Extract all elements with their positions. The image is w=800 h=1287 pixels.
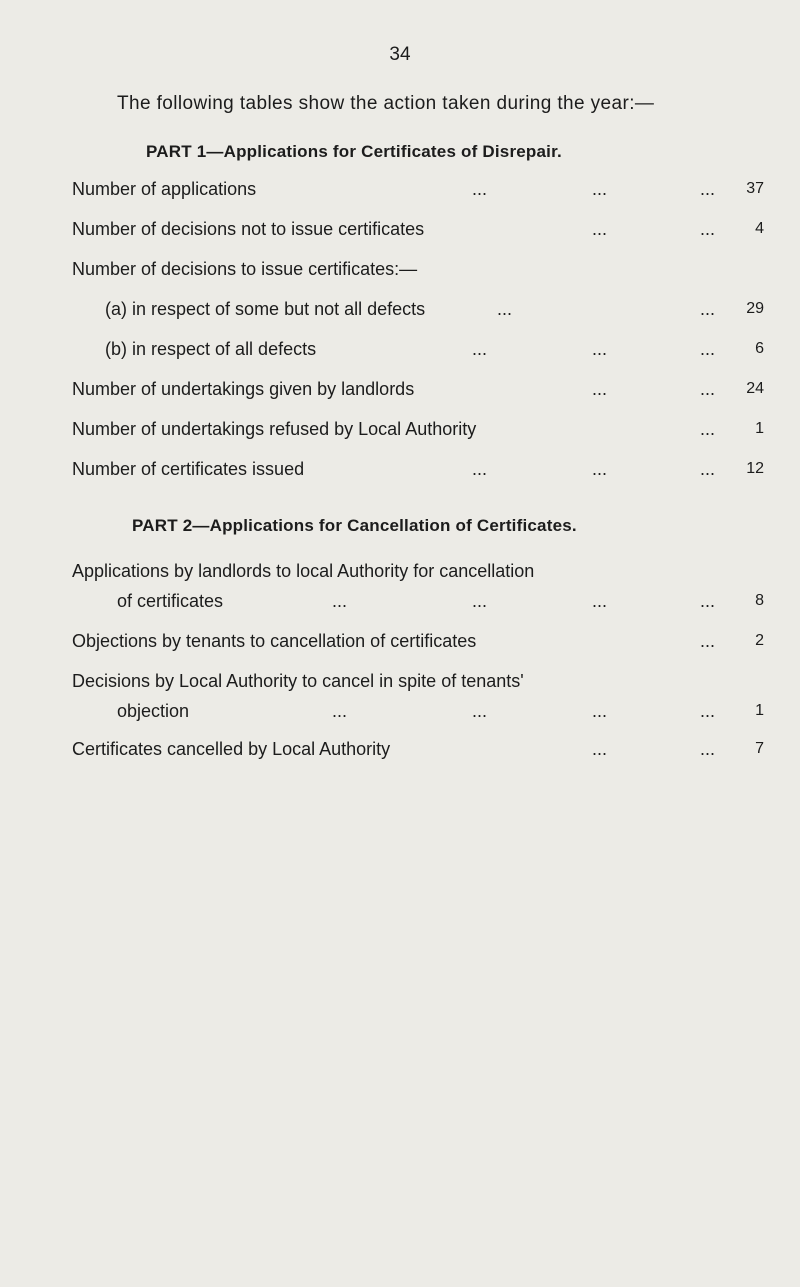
row-value: 6: [755, 340, 764, 357]
table-row: of certificates ... ... ... ... 8: [72, 588, 764, 614]
row-value: 24: [746, 380, 764, 397]
table-row: [72, 558, 764, 584]
row-value: 1: [755, 420, 764, 437]
row-label: Number of decisions not to issue certificates: [72, 219, 425, 239]
table-row: (a) in respect of some but not all defects ... ... 29: [72, 296, 764, 322]
row-label: Applications by landlords to local Authority for cancellation: [72, 561, 535, 581]
row-label: (b) in respect of all defects: [105, 339, 317, 359]
row-label: objection: [117, 701, 190, 721]
table-row: [72, 256, 764, 282]
table-row: Certificates cancelled by Local Authority ... ... 7: [72, 736, 764, 762]
page-number: 34: [389, 44, 411, 65]
table-row: objection ... ... ... ... 1: [72, 698, 764, 724]
table-row: Number of applications ... ... ... 37: [72, 176, 764, 202]
row-label: of certificates: [117, 591, 224, 611]
table-row: Number of undertakings refused by Local Authority ... 1: [72, 416, 764, 442]
row-label: Number of decisions to issue certificates:—: [72, 259, 418, 279]
row-value: 4: [755, 220, 764, 237]
row-value: 8: [755, 592, 764, 609]
row-value: 29: [746, 300, 764, 317]
row-label: Objections by tenants to cancellation of certificates: [72, 631, 477, 651]
row-value: 1: [755, 702, 764, 719]
table-row: Number of undertakings given by landlords ... ... 24: [72, 376, 764, 402]
row-value: 2: [755, 632, 764, 649]
row-label: Number of undertakings refused by Local Authority: [72, 419, 477, 439]
row-label: (a) in respect of some but not all defects: [105, 299, 426, 319]
row-label: Number of certificates issued: [72, 459, 305, 479]
row-label: Certificates cancelled by Local Authority: [72, 739, 391, 759]
part2-heading: PART 2—Applications for Cancellation of Certificates.: [132, 516, 577, 535]
row-value: 7: [755, 740, 764, 757]
intro-text: The following tables show the action taken during the year:—: [117, 93, 655, 114]
table-row: Objections by tenants to cancellation of certificates ... 2: [72, 628, 764, 654]
row-value: 12: [746, 460, 764, 477]
table-row: (b) in respect of all defects ... ... ... 6: [72, 336, 764, 362]
table-row: Number of decisions not to issue certificates ... ... 4: [72, 216, 764, 242]
row-value: 37: [746, 180, 764, 197]
table-row: Number of certificates issued ... ... ... 12: [72, 456, 764, 482]
row-label: Number of applications: [72, 179, 257, 199]
table-row: [72, 668, 764, 694]
row-label: Number of undertakings given by landlords: [72, 379, 415, 399]
row-label: Decisions by Local Authority to cancel in spite of tenants': [72, 671, 524, 691]
part1-heading: PART 1—Applications for Certificates of Disrepair.: [146, 142, 562, 161]
